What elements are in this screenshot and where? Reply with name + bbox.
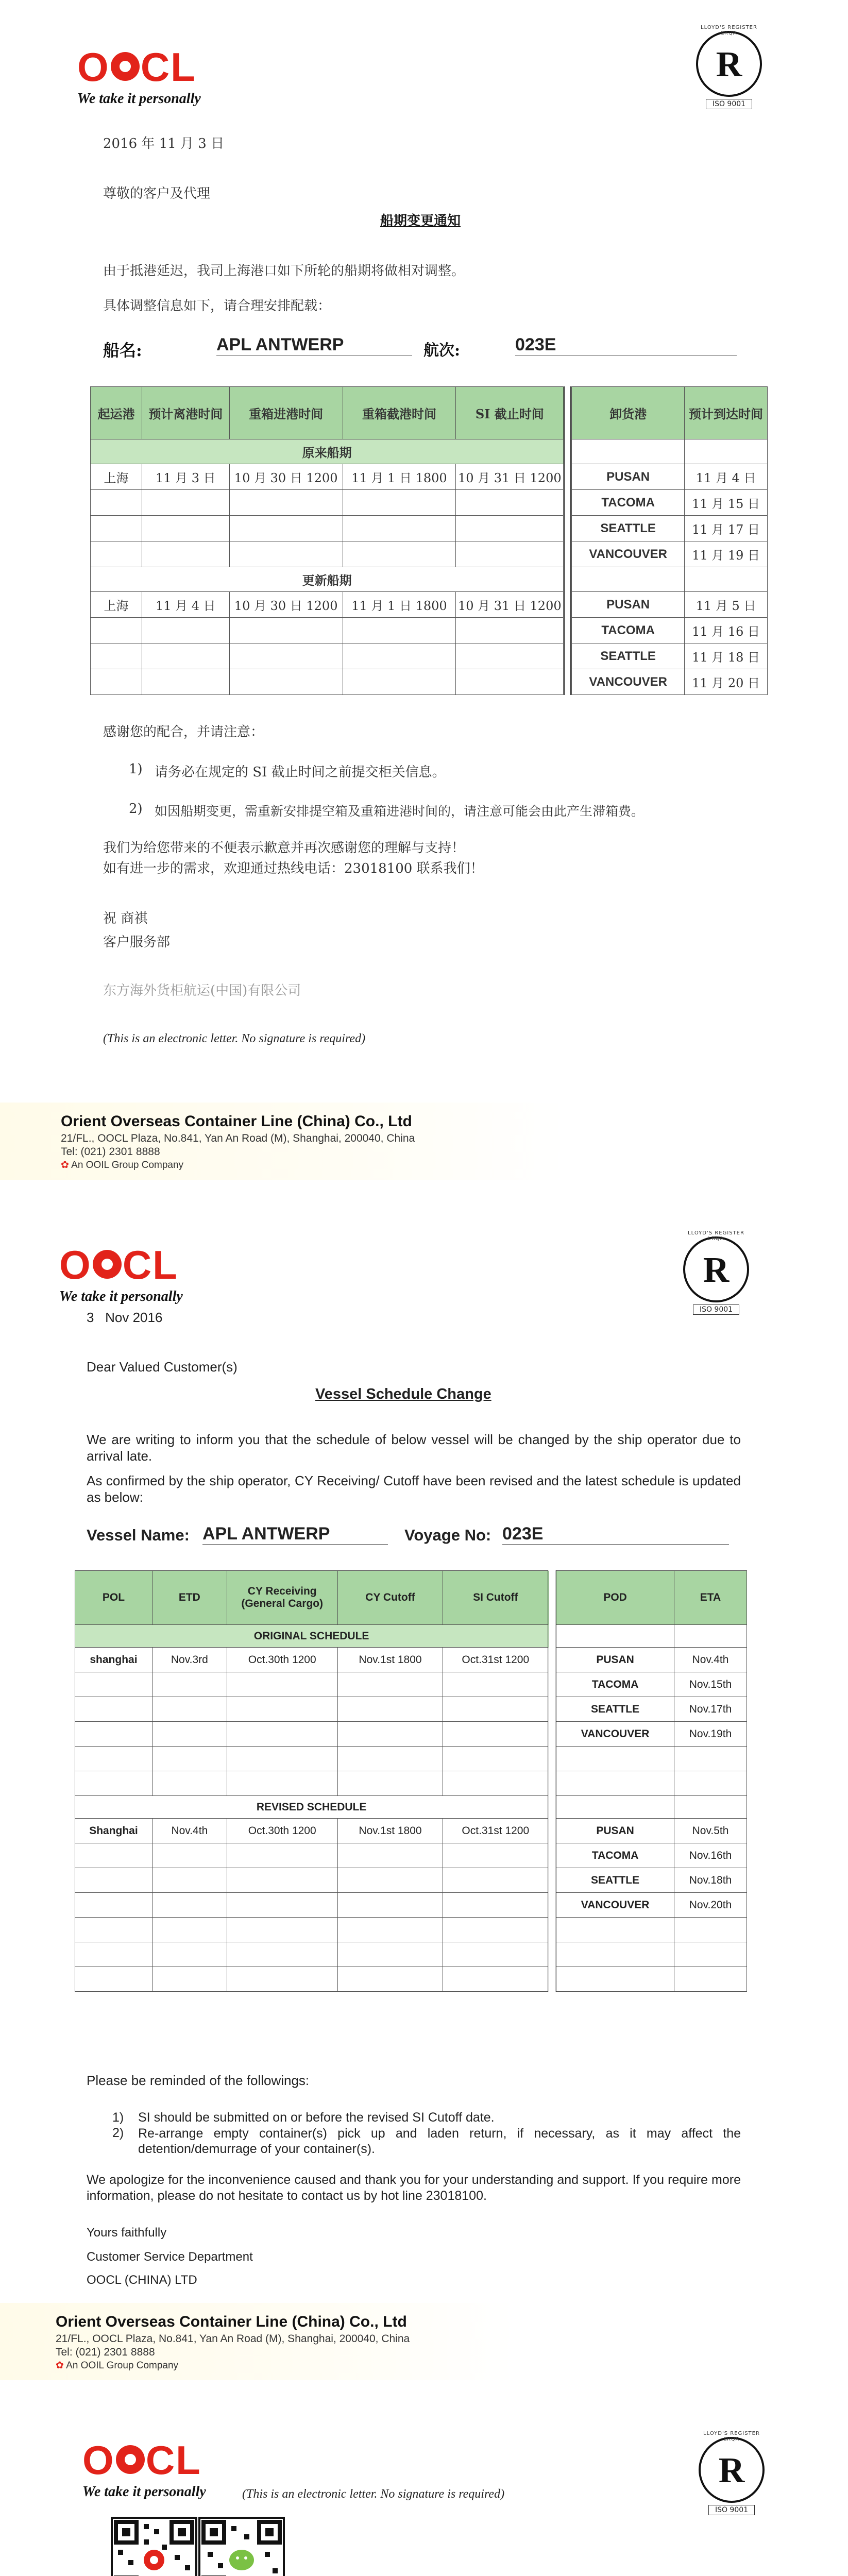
pod-cell: VANCOUVER — [556, 1893, 674, 1918]
empty-cell — [443, 1697, 549, 1722]
apology-2: 如有进一步的需求，欢迎通过热线电话：23018100 联系我们！ — [103, 861, 484, 876]
table-divider — [564, 592, 571, 618]
etd-cell: 11 月 4 日 — [142, 592, 229, 618]
original-schedule-label: ORIGINAL SCHEDULE — [75, 1625, 549, 1648]
empty-cell — [456, 516, 564, 541]
table-divider — [549, 1648, 556, 1672]
empty-cell — [337, 1722, 443, 1747]
table-divider — [564, 516, 571, 541]
empty-cell — [75, 1747, 152, 1771]
pol-cell: shanghai — [75, 1648, 152, 1672]
empty-cell — [152, 1843, 227, 1868]
eta-cell: Nov.4th — [674, 1648, 747, 1672]
empty-cell — [343, 669, 456, 695]
empty-cell — [229, 516, 343, 541]
en-schedule-table — [75, 1570, 747, 1992]
header-pol: 起运港 — [91, 387, 142, 439]
empty-cell — [75, 1918, 152, 1942]
department: 客户服务部 — [103, 935, 171, 950]
empty-cell — [337, 1697, 443, 1722]
note-1: SI should be submitted on or before the revised SI Cutoff date. — [138, 2110, 495, 2125]
logo-tagline: We take it personally — [59, 1289, 183, 1304]
empty-cell — [343, 643, 456, 669]
iso-ring-text: LLOYD'S REGISTER LRQA — [688, 1230, 744, 1242]
empty-cell — [556, 1747, 674, 1771]
empty-cell — [152, 1672, 227, 1697]
department: Customer Service Department — [87, 2250, 253, 2264]
vessel-label: 船名: — [103, 341, 142, 360]
empty-cell — [343, 618, 456, 643]
footer-tel: Tel: (021) 2301 8888 — [56, 2346, 155, 2358]
pod-cell: TACOMA — [556, 1672, 674, 1697]
table-divider — [564, 464, 571, 490]
table-divider — [549, 1918, 556, 1942]
sign-off: Yours faithfully — [87, 2226, 167, 2240]
voyage-number: 023E — [515, 335, 737, 355]
footer-group-text: An OOIL Group Company — [66, 2360, 179, 2371]
eta-cell: 11 月 20 日 — [685, 669, 768, 695]
note-2: Re-arrange empty container(s) pick up and laden return, if necessary, as it may affect the detention/demurrage of your container(s). — [138, 2126, 741, 2156]
empty-cell — [443, 1967, 549, 1992]
oocl-logo — [77, 44, 201, 107]
table-divider — [564, 643, 571, 669]
empty-cell — [227, 1672, 337, 1697]
empty-cell — [75, 1967, 152, 1992]
eta-cell: Nov.16th — [674, 1843, 747, 1868]
etd-cell: Nov.4th — [152, 1819, 227, 1843]
pod-cell: VANCOUVER — [571, 541, 685, 567]
empty-cell — [152, 1918, 227, 1942]
empty-cell — [91, 618, 142, 643]
notice-title: 船期变更通知 — [380, 213, 461, 229]
empty-cell — [227, 1722, 337, 1747]
header-cy-cutoff: 重箱截港时间 — [343, 387, 456, 439]
apology-1: 我们为给您带来的不便表示歉意并再次感谢您的理解与支持！ — [103, 840, 465, 856]
pod-cell: PUSAN — [571, 592, 685, 618]
greeting: 尊敬的客户及代理 — [103, 186, 211, 201]
footer-group — [61, 1159, 183, 1171]
footer-group-text: An OOIL Group Company — [71, 1160, 184, 1171]
empty-cell — [227, 1771, 337, 1796]
empty-cell — [229, 669, 343, 695]
empty-cell — [337, 1868, 443, 1893]
header-pod: POD — [556, 1571, 674, 1625]
cy-receiving-cell: 10 月 30 日 1200 — [229, 592, 343, 618]
empty-cell — [674, 1942, 747, 1967]
table-divider — [549, 1625, 556, 1648]
empty-cell — [337, 1747, 443, 1771]
empty-cell — [152, 1771, 227, 1796]
vessel-name: APL ANTWERP — [202, 1524, 388, 1545]
footer-tel: Tel: (021) 2301 8888 — [61, 1146, 160, 1158]
pod-cell: TACOMA — [571, 618, 685, 643]
empty-cell — [443, 1722, 549, 1747]
eta-cell: Nov.20th — [674, 1893, 747, 1918]
empty-cell — [456, 643, 564, 669]
pod-cell: SEATTLE — [571, 516, 685, 541]
revised-schedule-label: 更新船期 — [91, 567, 564, 592]
intro-paragraph: We are writing to inform you that the schedule of below vessel will be changed by the ship operator due to arrival late. — [87, 1432, 741, 1464]
voyage-label: Voyage No: — [404, 1526, 491, 1544]
eta-cell: 11 月 17 日 — [685, 516, 768, 541]
detail-paragraph: As confirmed by the ship operator, CY Receiving/ Cutoff have been revised and the latest schedule is updated as below: — [87, 1473, 741, 1505]
cy-cutoff-cell: 11 月 1 日 1800 — [343, 464, 456, 490]
empty-cell — [337, 1771, 443, 1796]
eta-cell: 11 月 15 日 — [685, 490, 768, 516]
header-pol: POL — [75, 1571, 152, 1625]
eta-cell: Nov.17th — [674, 1697, 747, 1722]
empty-cell — [674, 1625, 747, 1648]
pod-cell: SEATTLE — [556, 1697, 674, 1722]
header-si-cutoff: SI 截止时间 — [456, 387, 564, 439]
eta-cell: Nov.19th — [674, 1722, 747, 1747]
cy-cutoff-cell: Nov.1st 1800 — [337, 1648, 443, 1672]
table-divider — [549, 1747, 556, 1771]
empty-cell — [674, 1967, 747, 1992]
electronic-note: (This is an electronic letter. No signature is required) — [242, 2487, 505, 2501]
oocl-flower-icon — [116, 2445, 145, 2474]
empty-cell — [674, 1747, 747, 1771]
table-divider — [549, 1942, 556, 1967]
empty-cell — [337, 1918, 443, 1942]
table-divider — [564, 541, 571, 567]
table-divider — [549, 1571, 556, 1625]
eta-cell: 11 月 16 日 — [685, 618, 768, 643]
empty-cell — [343, 541, 456, 567]
bottom-signoff — [0, 2421, 848, 2576]
iso-label: ISO 9001 — [706, 99, 752, 109]
greeting: Dear Valued Customer(s) — [87, 1359, 238, 1375]
cn-schedule-table — [90, 386, 768, 695]
header-eta: ETA — [674, 1571, 747, 1625]
table-divider — [549, 1893, 556, 1918]
cy-receiving-cell: 10 月 30 日 1200 — [229, 464, 343, 490]
empty-cell — [685, 439, 768, 464]
empty-cell — [152, 1747, 227, 1771]
pol-cell: 上海 — [91, 464, 142, 490]
logo-wordmark: O CL — [82, 2437, 201, 2483]
empty-cell — [674, 1918, 747, 1942]
table-divider — [564, 387, 571, 439]
header-etd: 预计离港时间 — [142, 387, 229, 439]
logo-tagline: We take it personally — [82, 2484, 206, 2500]
table-divider — [564, 669, 571, 695]
pod-cell: PUSAN — [556, 1648, 674, 1672]
iso-letter: R — [703, 1250, 730, 1290]
empty-cell — [75, 1942, 152, 1967]
empty-cell — [152, 1967, 227, 1992]
empty-cell — [337, 1843, 443, 1868]
logo-tagline: We take it personally — [77, 91, 201, 107]
pod-cell: PUSAN — [556, 1819, 674, 1843]
footer-address: 21/FL., OOCL Plaza, No.841, Yan An Road (M), Shanghai, 200040, China — [61, 1132, 415, 1144]
reminder-text: Please be reminded of the followings: — [87, 2073, 310, 2088]
footer-company: Orient Overseas Container Line (China) Co., Ltd — [56, 2313, 407, 2330]
empty-cell — [75, 1771, 152, 1796]
eta-cell: Nov.15th — [674, 1672, 747, 1697]
footer-company: Orient Overseas Container Line (China) Co., Ltd — [61, 1113, 412, 1130]
empty-cell — [227, 1747, 337, 1771]
logo-wordmark: O CL — [59, 1242, 178, 1287]
vessel-label: Vessel Name: — [87, 1526, 190, 1544]
empty-cell — [443, 1868, 549, 1893]
iso-letter: R — [718, 2450, 745, 2490]
qr-code-icon[interactable] — [111, 2517, 197, 2576]
empty-cell — [229, 541, 343, 567]
group-icon: ✿ — [61, 1160, 69, 1171]
pol-cell: Shanghai — [75, 1819, 152, 1843]
detail-paragraph: 具体调整信息如下，请合理安排配载： — [103, 298, 331, 314]
iso-certification-mark — [690, 25, 768, 109]
vessel-name: APL ANTWERP — [216, 335, 412, 355]
empty-cell — [556, 1942, 674, 1967]
oocl-logo — [82, 2437, 206, 2500]
note-number: 1) — [129, 761, 143, 777]
pod-cell: PUSAN — [571, 464, 685, 490]
voyage-label: 航次: — [423, 342, 461, 360]
empty-cell — [142, 618, 229, 643]
logo-wordmark: O CL — [77, 44, 196, 90]
letter-date: 2016 年 11 月 3 日 — [103, 136, 225, 151]
table-divider — [549, 1722, 556, 1747]
empty-cell — [75, 1697, 152, 1722]
table-divider — [549, 1868, 556, 1893]
table-divider — [549, 1672, 556, 1697]
empty-cell — [343, 516, 456, 541]
empty-cell — [337, 1942, 443, 1967]
empty-cell — [556, 1918, 674, 1942]
letter-date: 3 Nov 2016 — [87, 1310, 163, 1325]
header-cy-cutoff: CY Cutoff — [337, 1571, 443, 1625]
iso-ring-text: LLOYD'S REGISTER LRQA — [703, 2431, 760, 2442]
empty-cell — [337, 1672, 443, 1697]
note-number: 2) — [112, 2126, 124, 2140]
empty-cell — [456, 541, 564, 567]
empty-cell — [152, 1697, 227, 1722]
empty-cell — [227, 1967, 337, 1992]
cy-receiving-cell: Oct.30th 1200 — [227, 1648, 337, 1672]
cy-receiving-cell: Oct.30th 1200 — [227, 1819, 337, 1843]
table-divider — [549, 1796, 556, 1819]
empty-cell — [674, 1796, 747, 1819]
empty-cell — [142, 669, 229, 695]
empty-cell — [443, 1893, 549, 1918]
empty-cell — [337, 1893, 443, 1918]
empty-cell — [227, 1918, 337, 1942]
english-letter — [0, 1226, 848, 2427]
empty-cell — [91, 643, 142, 669]
empty-cell — [75, 1722, 152, 1747]
eta-cell: 11 月 4 日 — [685, 464, 768, 490]
oocl-logo — [59, 1242, 183, 1305]
empty-cell — [227, 1942, 337, 1967]
eta-cell: 11 月 5 日 — [685, 592, 768, 618]
empty-cell — [152, 1868, 227, 1893]
empty-cell — [556, 1967, 674, 1992]
empty-cell — [556, 1771, 674, 1796]
iso-ring-text: LLOYD'S REGISTER LRQA — [701, 25, 757, 36]
si-cutoff-cell: 10 月 31 日 1200 — [456, 592, 564, 618]
empty-cell — [571, 567, 685, 592]
empty-cell — [674, 1771, 747, 1796]
revised-schedule-label: REVISED SCHEDULE — [75, 1796, 549, 1819]
si-cutoff-cell: 10 月 31 日 1200 — [456, 464, 564, 490]
footer-address: 21/FL., OOCL Plaza, No.841, Yan An Road (M), Shanghai, 200040, China — [56, 2333, 410, 2345]
electronic-note: (This is an electronic letter. No signature is required) — [103, 1032, 366, 1045]
header-pod: 卸货港 — [571, 387, 685, 439]
iso-label: ISO 9001 — [693, 1304, 739, 1315]
header-cy-receiving: 重箱进港时间 — [229, 387, 343, 439]
si-cutoff-cell: Oct.31st 1200 — [443, 1819, 549, 1843]
header-si-cutoff: SI Cutoff — [443, 1571, 549, 1625]
empty-cell — [91, 541, 142, 567]
note-number: 1) — [112, 2110, 124, 2125]
oocl-flower-icon — [93, 1250, 122, 1279]
etd-cell: Nov.3rd — [152, 1648, 227, 1672]
pol-cell: 上海 — [91, 592, 142, 618]
empty-cell — [229, 643, 343, 669]
empty-cell — [91, 516, 142, 541]
empty-cell — [227, 1697, 337, 1722]
table-divider — [564, 618, 571, 643]
table-divider — [564, 439, 571, 464]
iso-certification-mark — [693, 2431, 770, 2515]
table-divider — [549, 1967, 556, 1992]
cy-cutoff-cell: Nov.1st 1800 — [337, 1819, 443, 1843]
empty-cell — [75, 1868, 152, 1893]
empty-cell — [443, 1747, 549, 1771]
empty-cell — [229, 490, 343, 516]
iso-certification-mark — [677, 1230, 755, 1315]
empty-cell — [142, 541, 229, 567]
eta-cell: Nov.18th — [674, 1868, 747, 1893]
pod-cell: VANCOUVER — [571, 669, 685, 695]
chinese-letter — [0, 0, 848, 1180]
apology-text: We apologize for the inconvenience caused and thank you for your understanding and support. If you require more information, please do not hesitate to contact us by hot line 23018100. — [87, 2173, 741, 2203]
empty-cell — [443, 1843, 549, 1868]
empty-cell — [75, 1893, 152, 1918]
empty-cell — [571, 439, 685, 464]
pod-cell: TACOMA — [556, 1843, 674, 1868]
empty-cell — [142, 490, 229, 516]
empty-cell — [337, 1967, 443, 1992]
eta-cell: Nov.5th — [674, 1819, 747, 1843]
notice-title: Vessel Schedule Change — [315, 1386, 491, 1402]
note-2: 如因船期变更，需重新安排提空箱及重箱进港时间的，请注意可能会由此产生滞箱费。 — [155, 804, 645, 819]
company-name-cn: 东方海外货柜航运(中国)有限公司 — [103, 983, 301, 998]
footer-group — [56, 2360, 178, 2371]
iso-letter: R — [716, 44, 742, 84]
table-divider — [564, 567, 571, 592]
table-divider — [549, 1771, 556, 1796]
empty-cell — [556, 1796, 674, 1819]
empty-cell — [456, 669, 564, 695]
empty-cell — [142, 643, 229, 669]
etd-cell: 11 月 3 日 — [142, 464, 229, 490]
empty-cell — [443, 1771, 549, 1796]
table-divider — [549, 1819, 556, 1843]
wechat-qr-code-icon[interactable] — [198, 2517, 285, 2576]
empty-cell — [142, 516, 229, 541]
empty-cell — [152, 1722, 227, 1747]
pod-cell: SEATTLE — [571, 643, 685, 669]
empty-cell — [91, 490, 142, 516]
empty-cell — [456, 490, 564, 516]
empty-cell — [443, 1672, 549, 1697]
note-number: 2) — [129, 801, 143, 817]
table-divider — [549, 1843, 556, 1868]
empty-cell — [75, 1672, 152, 1697]
company-short: OOCL (CHINA) LTD — [87, 2273, 197, 2287]
empty-cell — [227, 1868, 337, 1893]
header-cy-receiving: CY Receiving (General Cargo) — [227, 1571, 337, 1625]
original-schedule-label: 原来船期 — [91, 439, 564, 464]
oocl-flower-icon — [111, 52, 140, 81]
table-divider — [549, 1697, 556, 1722]
header-eta: 预计到达时间 — [685, 387, 768, 439]
header-etd: ETD — [152, 1571, 227, 1625]
empty-cell — [229, 618, 343, 643]
pod-cell: TACOMA — [571, 490, 685, 516]
empty-cell — [75, 1843, 152, 1868]
empty-cell — [91, 669, 142, 695]
empty-cell — [152, 1942, 227, 1967]
pod-cell: VANCOUVER — [556, 1722, 674, 1747]
si-cutoff-cell: Oct.31st 1200 — [443, 1648, 549, 1672]
iso-label: ISO 9001 — [708, 2505, 755, 2515]
voyage-number: 023E — [502, 1524, 729, 1545]
thanks-text: 感谢您的配合，并请注意： — [103, 724, 264, 740]
empty-cell — [685, 567, 768, 592]
empty-cell — [227, 1843, 337, 1868]
eta-cell: 11 月 19 日 — [685, 541, 768, 567]
empty-cell — [152, 1893, 227, 1918]
note-1: 请务必在规定的 SI 截止时间之前提交柜关信息。 — [155, 765, 446, 780]
empty-cell — [443, 1918, 549, 1942]
empty-cell — [343, 490, 456, 516]
empty-cell — [556, 1625, 674, 1648]
empty-cell — [456, 618, 564, 643]
eta-cell: 11 月 18 日 — [685, 643, 768, 669]
cy-cutoff-cell: 11 月 1 日 1800 — [343, 592, 456, 618]
pod-cell: SEATTLE — [556, 1868, 674, 1893]
empty-cell — [227, 1893, 337, 1918]
intro-paragraph: 由于抵港延迟，我司上海港口如下所轮的船期将做相对调整。 — [103, 263, 465, 279]
table-divider — [564, 490, 571, 516]
empty-cell — [443, 1942, 549, 1967]
group-icon: ✿ — [56, 2360, 64, 2371]
closing-greeting: 祝 商祺 — [103, 911, 148, 926]
